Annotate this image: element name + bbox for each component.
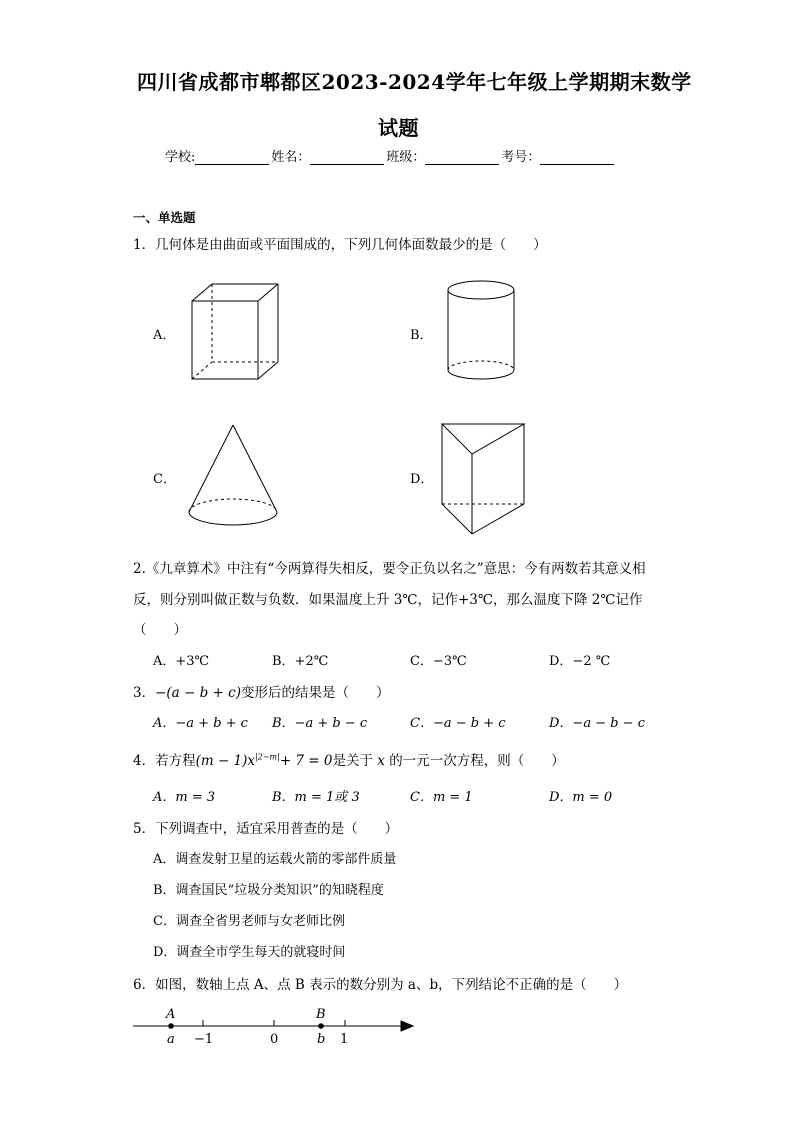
q2-option-c: C．−3℃	[410, 654, 467, 669]
q4-option-c: C．m = 1	[410, 790, 473, 805]
tick-label-zero: 0	[270, 1032, 279, 1047]
q4-equation: (m − 1)x	[195, 753, 256, 769]
school-field[interactable]	[195, 150, 269, 165]
q2-option-d: D．−2 ℃	[549, 654, 611, 669]
q3-option-c: C．−a − b + c	[410, 716, 506, 731]
student-info-row	[165, 146, 616, 165]
q4-suffix: 的一元一次方程，则（ ）	[389, 753, 565, 769]
question-5-stem: 5．下列调查中，适宜采用普查的是（ ）	[133, 821, 399, 837]
section-heading: 一、单选题	[133, 210, 196, 225]
q4-equation-tail: + 7 = 0	[279, 753, 333, 769]
cone-icon	[188, 424, 280, 532]
q3-option-a: A．−a + b + c	[153, 716, 248, 731]
q1-option-b-label: B．	[410, 328, 433, 343]
q5-option-c: C．调查全省男老师与女老师比例	[153, 914, 345, 929]
q3-stem-text: 变形后的结果是（ ）	[240, 685, 390, 701]
q5-option-d: D．调查全市学生每天的就寝时间	[153, 945, 346, 960]
q2-option-b: B．+2℃	[272, 654, 329, 669]
q1-option-c-label: C．	[153, 472, 176, 487]
tick-label-one: 1	[340, 1032, 349, 1047]
class-field[interactable]	[425, 150, 499, 165]
number-field[interactable]	[540, 150, 614, 165]
q3-option-d: D．−a − b − c	[549, 716, 645, 731]
q3-option-b: B．−a + b − c	[272, 716, 368, 731]
tick-label-neg1: −1	[194, 1032, 214, 1047]
question-1-stem: 1．几何体是由曲面或平面围成的，下列几何体面数最少的是（ ）	[133, 237, 547, 253]
point-a-dot	[169, 1024, 174, 1029]
question-6-stem: 6．如图，数轴上点 A、点 B 表示的数分别为 a、b，下列结论不正确的是（ ）	[133, 977, 628, 993]
q5-option-a: A．调查发射卫星的运载火箭的零部件质量	[153, 852, 397, 867]
class-label: 班级：	[386, 150, 426, 165]
q4-mid: 是关于	[332, 753, 373, 769]
q4-var: x	[377, 753, 385, 769]
q5-option-b: B．调查国民“垃圾分类知识”的知晓程度	[153, 883, 384, 898]
arrow-right-icon	[401, 1021, 413, 1031]
cylinder-icon	[448, 280, 518, 384]
q2-option-a: A．+3℃	[153, 654, 210, 669]
question-2-line1: 2.《九章算术》中注有“今两算得失相反，要令正负以名之”意思：今有两数若其意义相	[133, 561, 646, 577]
q1-option-d-label: D．	[410, 472, 434, 487]
cube-icon	[190, 282, 280, 382]
number-label: 考号：	[501, 150, 541, 165]
page-title: 四川省成都市郫都区2023-2024学年七年级上学期期末数学	[137, 70, 692, 94]
number-line-figure	[133, 1005, 418, 1050]
point-b-label: B	[316, 1007, 326, 1022]
q4-option-d: D．m = 0	[549, 790, 613, 805]
q4-option-a: A．m = 3	[153, 790, 216, 805]
question-2-line2: 反，则分别叫做正数与负数．如果温度上升 3℃，记作+3℃，那么温度下降 2℃记作	[133, 592, 643, 608]
question-2-line3: （ ）	[133, 622, 187, 638]
name-label: 姓名：	[271, 150, 311, 165]
page-title-line2: 试题	[378, 116, 419, 140]
name-field[interactable]	[310, 150, 384, 165]
q1-option-a-label: A．	[153, 328, 176, 343]
point-b-dot	[319, 1024, 324, 1029]
q4-option-b: B．m = 1或 3	[272, 790, 360, 805]
value-a-label: a	[167, 1032, 175, 1047]
value-b-label: b	[317, 1032, 326, 1047]
school-label: 学校:	[165, 150, 196, 165]
q4-prefix: 4．若方程	[133, 753, 196, 769]
point-a-label: A	[166, 1007, 176, 1022]
q3-expression: −(a − b + c)	[155, 685, 241, 701]
triangular-prism-icon	[438, 420, 528, 536]
question-4-stem	[133, 749, 565, 769]
question-3-stem: 3．−(a − b + c)变形后的结果是（ ）	[133, 685, 390, 701]
q4-exponent: |2−m|	[255, 752, 280, 762]
